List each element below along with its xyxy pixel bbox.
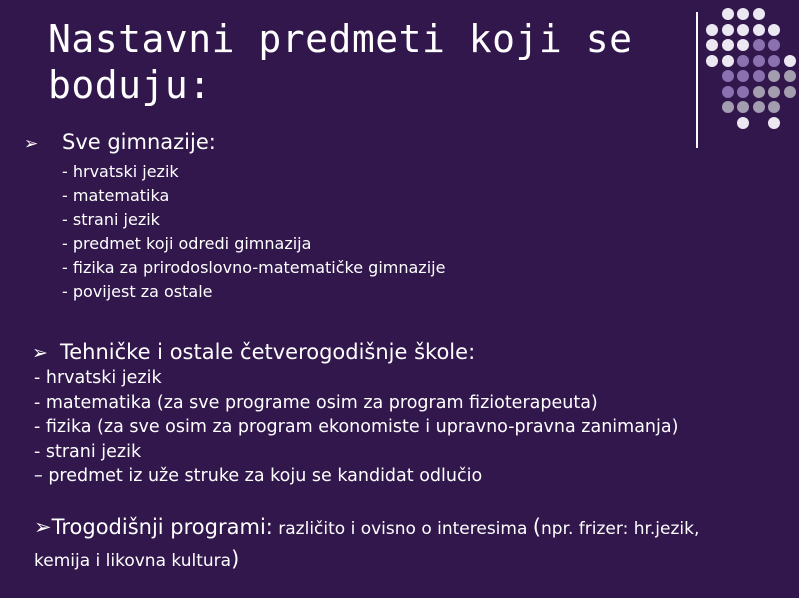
decorative-dot bbox=[753, 8, 765, 20]
decorative-dot bbox=[768, 24, 780, 36]
list-item: - matematika bbox=[62, 186, 170, 205]
decorative-dot bbox=[768, 117, 780, 129]
bullet-arrow-icon: ➢ bbox=[24, 134, 39, 154]
list-item: – predmet iz uže struke za koju se kandidat odlučio bbox=[34, 466, 483, 486]
decorative-dot bbox=[706, 55, 718, 67]
decorative-dot bbox=[722, 8, 734, 20]
decorative-dot bbox=[753, 39, 765, 51]
decorative-dot-grid bbox=[706, 8, 796, 134]
decorative-dot bbox=[722, 24, 734, 36]
decorative-dot bbox=[768, 70, 780, 82]
list-item: - strani jezik bbox=[62, 210, 160, 229]
decorative-dot bbox=[753, 101, 765, 113]
decorative-dot bbox=[753, 24, 765, 36]
decorative-dot bbox=[753, 86, 765, 98]
decorative-dot bbox=[737, 24, 749, 36]
list-item: - hrvatski jezik bbox=[62, 162, 179, 181]
paragraph-text: npr. frizer: hr.jezik, bbox=[541, 519, 700, 539]
decorative-dot bbox=[706, 24, 718, 36]
decorative-dot bbox=[784, 86, 796, 98]
paragraph-text: različito i ovisno o interesima bbox=[272, 519, 533, 539]
decorative-dot bbox=[722, 101, 734, 113]
decorative-dot bbox=[706, 39, 718, 51]
list-item: - hrvatski jezik bbox=[34, 368, 162, 388]
list-item: - povijest za ostale bbox=[62, 282, 213, 301]
decorative-dot bbox=[784, 55, 796, 67]
trogodisnji-paragraph bbox=[34, 512, 794, 576]
list-item: - fizika (za sve osim za program ekonomiste i upravno-pravna zanimanja) bbox=[34, 417, 679, 437]
list-item: - fizika za prirodoslovno-matematičke gimnazije bbox=[62, 258, 446, 277]
gimnazije-subject-list bbox=[62, 160, 445, 304]
decorative-dot bbox=[722, 39, 734, 51]
decorative-dot bbox=[753, 70, 765, 82]
list-item: - strani jezik bbox=[34, 441, 142, 462]
decorative-dot bbox=[768, 101, 780, 113]
bullet-arrow-icon: ➢ bbox=[34, 515, 52, 539]
decorative-dot bbox=[737, 117, 749, 129]
decorative-dot bbox=[722, 55, 734, 67]
slide-title-line-2: boduju: bbox=[48, 63, 212, 107]
bullet-arrow-icon: ➢ bbox=[32, 342, 48, 364]
decorative-dot bbox=[768, 86, 780, 98]
paren-close: ) bbox=[231, 547, 240, 571]
list-item: - matematika (za sve programe osim za program fizioterapeuta) bbox=[34, 392, 598, 413]
slide-title-line-1: Nastavni predmeti koji se bbox=[48, 17, 633, 61]
slide-title bbox=[48, 16, 668, 108]
decorative-dot bbox=[737, 70, 749, 82]
decorative-dot bbox=[737, 55, 749, 67]
decorative-dot bbox=[784, 70, 796, 82]
section-heading-trogodisnji: Trogodišnji programi: bbox=[51, 515, 273, 539]
section-heading-tehnicke: Tehničke i ostale četverogodišnje škole: bbox=[60, 340, 476, 364]
tehnicke-subject-list bbox=[34, 366, 678, 489]
decorative-dot bbox=[753, 55, 765, 67]
section-heading-gimnazije: Sve gimnazije: bbox=[62, 130, 216, 154]
decorative-dot bbox=[768, 39, 780, 51]
decorative-dot bbox=[722, 70, 734, 82]
decorative-dot bbox=[737, 8, 749, 20]
decorative-dot bbox=[737, 101, 749, 113]
list-item: - predmet koji odredi gimnazija bbox=[62, 234, 312, 253]
decorative-vertical-line bbox=[696, 12, 698, 148]
decorative-dot bbox=[768, 55, 780, 67]
decorative-dot bbox=[737, 86, 749, 98]
paragraph-text: kemija i likovna kultura bbox=[34, 551, 232, 571]
decorative-dot bbox=[737, 39, 749, 51]
paren-open: ( bbox=[532, 515, 541, 539]
decorative-dot bbox=[722, 86, 734, 98]
